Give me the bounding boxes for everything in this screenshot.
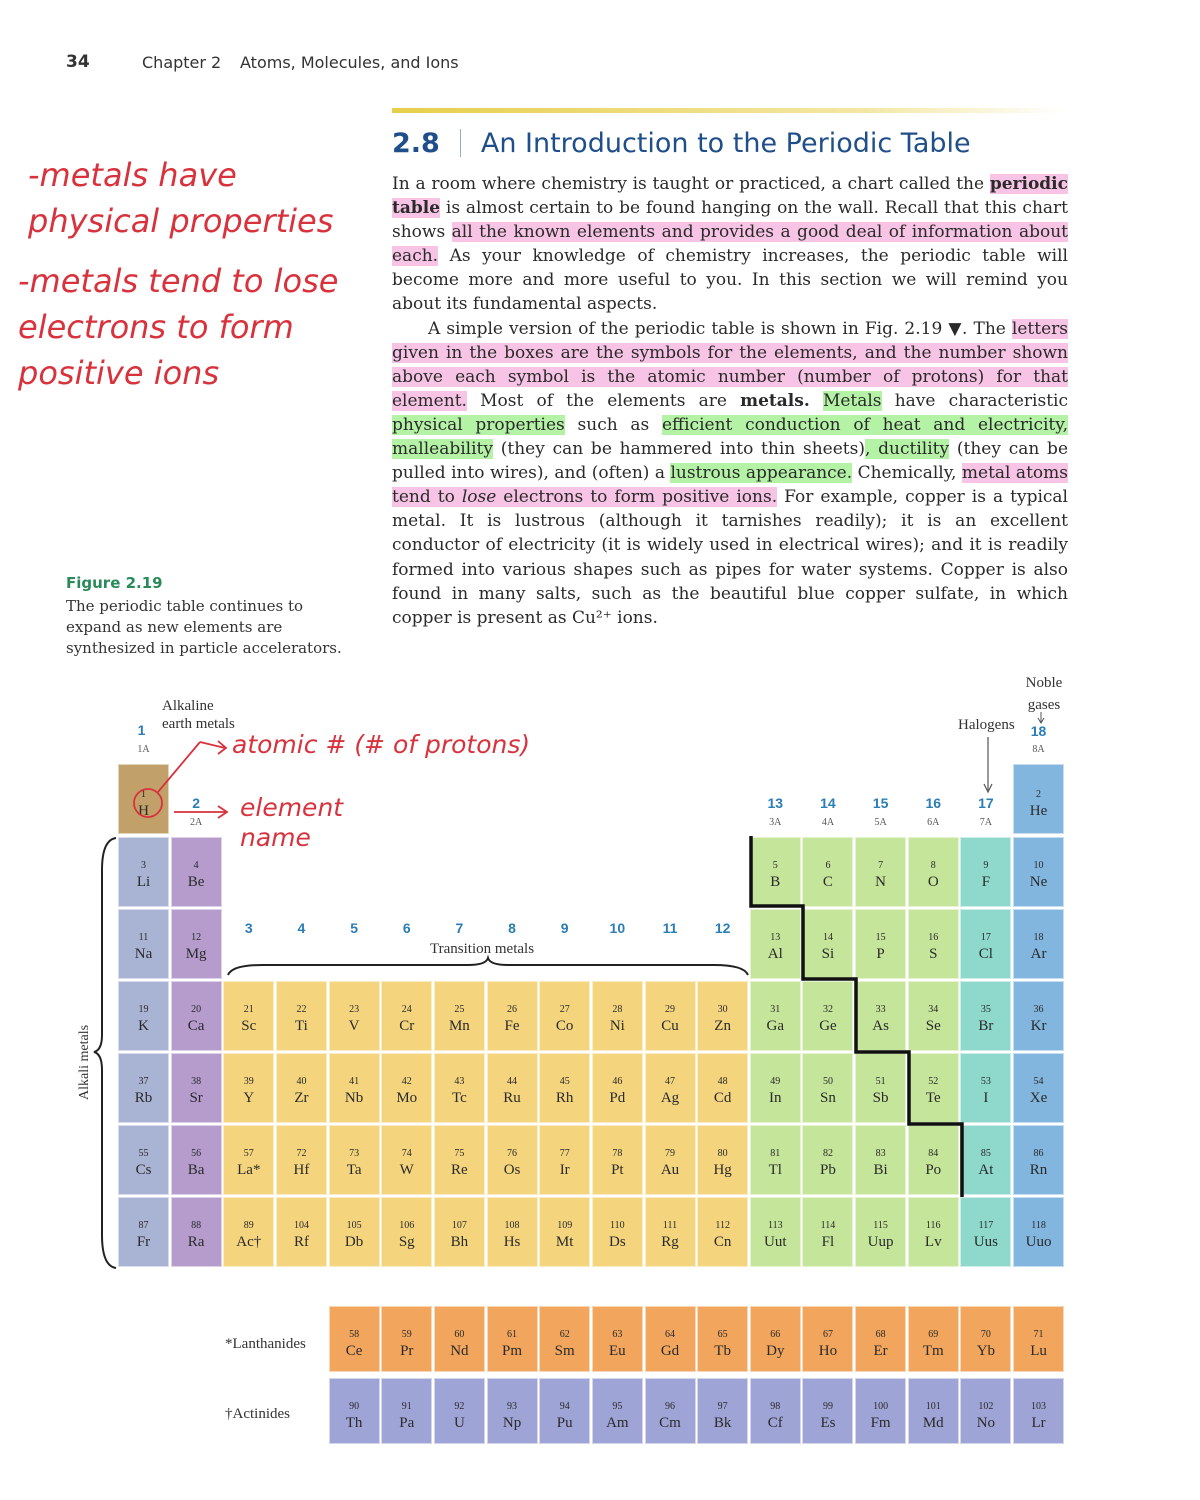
element-symbol: Cl <box>978 946 993 962</box>
atomic-number: 34 <box>928 1004 939 1015</box>
element-symbol: No <box>976 1415 996 1431</box>
atomic-number: 73 <box>349 1148 360 1159</box>
element-symbol: He <box>1029 803 1048 819</box>
section-number: 2.8 <box>392 128 440 159</box>
element-symbol: Pt <box>611 1162 624 1178</box>
group-number: 3 <box>244 920 253 936</box>
atomic-number: 116 <box>925 1220 941 1231</box>
element-symbol: Ga <box>766 1018 785 1034</box>
element-symbol: W <box>399 1162 414 1178</box>
noble-arrow <box>1038 712 1044 723</box>
element-symbol: Sn <box>820 1090 836 1106</box>
atomic-number: 28 <box>612 1004 623 1015</box>
atomic-number: 23 <box>349 1004 360 1015</box>
handwritten-element-name: element name <box>240 793 344 852</box>
label-alkali-metals: Alkali metals <box>77 1024 92 1100</box>
atomic-number: 31 <box>770 1004 781 1015</box>
element-symbol: Na <box>134 946 153 962</box>
element-symbol: Fr <box>136 1234 151 1250</box>
group-number: 13 <box>767 795 784 811</box>
element-symbol: I <box>983 1090 989 1106</box>
handwritten-atomic-number: atomic # (# of protons) <box>232 730 531 759</box>
element-symbol: Ta <box>346 1162 362 1178</box>
atomic-number: 4 <box>193 860 199 871</box>
atomic-number: 67 <box>822 1329 833 1340</box>
atomic-number: 21 <box>243 1004 254 1015</box>
element-symbol: Ru <box>503 1090 521 1106</box>
atomic-number: 8 <box>930 860 936 871</box>
label-alkaline-line1: Alkaline <box>162 698 214 714</box>
element-symbol: Bk <box>713 1415 732 1431</box>
atomic-number: 68 <box>875 1329 886 1340</box>
atomic-number: 40 <box>296 1076 307 1087</box>
atomic-number: 82 <box>822 1148 833 1159</box>
element-symbol: Bi <box>873 1162 888 1178</box>
group-number: 15 <box>872 795 889 811</box>
element-symbol: F <box>981 874 991 890</box>
section-title: An Introduction to the Periodic Table <box>480 128 971 159</box>
element-symbol: P <box>876 946 885 962</box>
element-symbol: Ge <box>819 1018 837 1034</box>
element-symbol: Gd <box>660 1343 680 1359</box>
element-symbol: Ti <box>295 1018 308 1034</box>
element-symbol: Fe <box>504 1018 520 1034</box>
element-symbol: Uut <box>764 1234 787 1250</box>
element-symbol: S <box>929 946 938 962</box>
element-symbol: Ac† <box>236 1234 262 1250</box>
element-symbol: As <box>872 1018 889 1034</box>
group-number: 7 <box>455 920 464 936</box>
atomic-number: 2 <box>1036 789 1042 800</box>
atomic-number: 93 <box>507 1401 518 1412</box>
group-subnumber: 7A <box>979 817 992 828</box>
atomic-number: 42 <box>401 1076 412 1087</box>
atomic-number: 81 <box>770 1148 781 1159</box>
element-symbol: H <box>138 803 149 819</box>
atomic-number: 92 <box>454 1401 465 1412</box>
handwritten-note-metals-lose-electrons: -metals tend to lose electrons to form positive ions <box>18 262 339 392</box>
element-symbol: Co <box>555 1018 574 1034</box>
atomic-number: 14 <box>822 932 833 943</box>
element-symbol: O <box>927 874 939 890</box>
element-symbol: Re <box>451 1162 468 1178</box>
element-symbol: Cd <box>713 1090 732 1106</box>
figure-caption: The periodic table continues to expand as new elements are synthesized in particle accelerators. <box>66 597 342 657</box>
element-symbol: Ra <box>187 1234 205 1250</box>
element-symbol: N <box>875 874 887 890</box>
element-symbol: At <box>978 1162 994 1178</box>
annotation-arrow-atomic <box>200 741 226 754</box>
element-symbol: Au <box>660 1162 680 1178</box>
label-transition-metals: Transition metals <box>430 941 535 957</box>
group-number: 4 <box>297 920 306 936</box>
atomic-number: 19 <box>138 1004 149 1015</box>
element-symbol: Cu <box>661 1018 679 1034</box>
element-symbol: Ho <box>818 1343 838 1359</box>
atomic-number: 72 <box>296 1148 307 1159</box>
element-symbol: Cs <box>135 1162 152 1178</box>
element-symbol: Cf <box>767 1415 783 1431</box>
atomic-number: 70 <box>980 1329 991 1340</box>
atomic-number: 118 <box>1031 1220 1046 1231</box>
group-number: 12 <box>714 920 731 936</box>
label-noble-gases: Noble gases <box>1025 675 1063 713</box>
atomic-number: 112 <box>715 1220 730 1231</box>
element-symbol: U <box>453 1415 465 1431</box>
atomic-number: 9 <box>983 860 989 871</box>
element-symbol: Hg <box>713 1162 732 1178</box>
element-symbol: In <box>769 1090 782 1106</box>
atomic-number: 24 <box>401 1004 412 1015</box>
element-symbol: Lu <box>1030 1343 1047 1359</box>
label-halogens: Halogens <box>958 717 1015 733</box>
element-symbol: Ag <box>660 1090 680 1106</box>
atomic-number: 46 <box>612 1076 623 1087</box>
atomic-number: 101 <box>925 1401 941 1412</box>
atomic-number: 55 <box>138 1148 149 1159</box>
element-symbol: Rf <box>293 1234 309 1250</box>
atomic-number: 76 <box>507 1148 518 1159</box>
atomic-number: 87 <box>138 1220 149 1231</box>
element-symbol: Sm <box>554 1343 575 1359</box>
label-alkaline-earth-metals: earth metals <box>162 716 235 732</box>
atomic-number: 41 <box>349 1076 360 1087</box>
page-number: 34 <box>66 52 90 72</box>
element-symbol: Li <box>136 874 151 890</box>
element-symbol: Uup <box>867 1234 894 1250</box>
atomic-number: 84 <box>928 1148 939 1159</box>
element-symbol: Ca <box>187 1018 205 1034</box>
element-symbol: Uus <box>973 1234 998 1250</box>
atomic-number: 3 <box>141 860 146 871</box>
element-symbol: Be <box>187 874 205 890</box>
atomic-number: 29 <box>665 1004 675 1015</box>
atomic-number: 86 <box>1033 1148 1044 1159</box>
element-symbol: Tm <box>922 1343 944 1359</box>
atomic-number: 89 <box>243 1220 254 1231</box>
atomic-number: 60 <box>454 1329 465 1340</box>
atomic-number: 104 <box>293 1220 309 1231</box>
chapter-title: Atoms, Molecules, and Ions <box>240 53 459 72</box>
atomic-number: 109 <box>557 1220 573 1231</box>
paragraph-2: A simple version of the periodic table is shown in Fig. 2.19 ▼. The letters given in the boxes are the symbols for the elements, and the number shown above each symbol is the atomic number (number of protons) for that element. Most of the elements are metals. Metals have characteristic physical properties such as efficient conduction of heat and electricity, malleability (they can be hammered into thin sheets), ductility (they can be pulled into wires), and (often) a lustrous appearance. Chemically, metal atoms tend to lose electrons to form positive ions. For example, copper is a typical metal. It is lustrous (although it tarnishes readily); it is an excellent conductor of electricity (it is widely used in electrical wires); and it is readily formed into various shapes such as pipes for water systems. Copper is also found in many salts, such as the beautiful blue copper sulfate, in which copper is present as Cu²⁺ ions. <box>392 318 1069 628</box>
group-number: 10 <box>609 920 626 936</box>
element-symbol: Cn <box>713 1234 732 1250</box>
group-subnumber: 1A <box>137 744 150 755</box>
element-symbol: Md <box>922 1415 944 1431</box>
atomic-number: 26 <box>507 1004 518 1015</box>
atomic-number: 99 <box>822 1401 833 1412</box>
element-symbol: Ba <box>187 1162 205 1178</box>
element-symbol: Mt <box>555 1234 574 1250</box>
atomic-number: 32 <box>822 1004 833 1015</box>
atomic-number: 47 <box>665 1076 675 1087</box>
element-symbol: Mo <box>396 1090 418 1106</box>
element-symbol: Kr <box>1030 1018 1047 1034</box>
element-symbol: B <box>770 874 781 890</box>
element-symbol: Cr <box>399 1018 415 1034</box>
atomic-number: 85 <box>980 1148 991 1159</box>
group-number: 9 <box>560 920 569 936</box>
atomic-number: 49 <box>770 1076 781 1087</box>
atomic-number: 96 <box>665 1401 675 1412</box>
atomic-number: 98 <box>770 1401 781 1412</box>
element-symbol: Th <box>345 1415 363 1431</box>
group-number: 16 <box>925 795 942 811</box>
atomic-number: 59 <box>401 1329 412 1340</box>
element-symbol: Fl <box>821 1234 835 1250</box>
element-symbol: Es <box>820 1415 836 1431</box>
group-number: 8 <box>508 920 516 936</box>
atomic-number: 17 <box>980 932 991 943</box>
element-symbol: Tc <box>452 1090 467 1106</box>
atomic-number: 18 <box>1033 932 1044 943</box>
atomic-number: 7 <box>878 860 884 871</box>
atomic-number: 39 <box>243 1076 254 1087</box>
group-number: 1 <box>137 722 146 738</box>
element-symbol: C <box>822 874 833 890</box>
element-symbol: Nb <box>344 1090 364 1106</box>
element-symbol: Sb <box>872 1090 889 1106</box>
element-symbol: Np <box>502 1415 522 1431</box>
atomic-number: 69 <box>928 1329 939 1340</box>
element-symbol: Sr <box>189 1090 203 1106</box>
atomic-number: 97 <box>717 1401 728 1412</box>
atomic-number: 105 <box>346 1220 362 1231</box>
atomic-number: 108 <box>504 1220 520 1231</box>
group-number: 2 <box>192 795 201 811</box>
atomic-number: 48 <box>717 1076 728 1087</box>
element-symbol: Am <box>606 1415 629 1431</box>
element-symbol: Cm <box>659 1415 681 1431</box>
atomic-number: 113 <box>767 1220 783 1231</box>
group-number: 6 <box>402 920 411 936</box>
atomic-number: 54 <box>1033 1076 1044 1087</box>
element-symbol: Tb <box>714 1343 731 1359</box>
element-symbol: Db <box>344 1234 364 1250</box>
atomic-number: 95 <box>612 1401 623 1412</box>
atomic-number: 107 <box>451 1220 467 1231</box>
atomic-number: 106 <box>399 1220 415 1231</box>
annotation-circle <box>134 789 162 817</box>
element-symbol: Pa <box>399 1415 415 1431</box>
group-subnumber: 8A <box>1032 744 1045 755</box>
element-symbol: Ni <box>609 1018 625 1034</box>
element-symbol: Ne <box>1029 874 1048 890</box>
atomic-number: 91 <box>401 1401 412 1412</box>
element-symbol: Ir <box>559 1162 570 1178</box>
atomic-number: 88 <box>191 1220 202 1231</box>
atomic-number: 103 <box>1031 1401 1047 1412</box>
element-symbol: Er <box>873 1343 888 1359</box>
alkali-brace <box>94 838 116 1268</box>
element-symbol: Ce <box>345 1343 363 1359</box>
atomic-number: 13 <box>770 932 781 943</box>
element-symbol: Dy <box>766 1343 785 1359</box>
element-symbol: Ar <box>1030 946 1047 962</box>
element-symbol: Fm <box>870 1415 891 1431</box>
atomic-number: 62 <box>559 1329 570 1340</box>
atomic-number: 74 <box>401 1148 412 1159</box>
element-symbol: Mg <box>185 946 207 962</box>
element-symbol: Rh <box>555 1090 574 1106</box>
atomic-number: 61 <box>507 1329 518 1340</box>
atomic-number: 22 <box>296 1004 307 1015</box>
element-symbol: Sc <box>241 1018 257 1034</box>
atomic-number: 33 <box>875 1004 886 1015</box>
atomic-number: 90 <box>349 1401 360 1412</box>
atomic-number: 6 <box>825 860 831 871</box>
group-number: 14 <box>820 795 836 811</box>
atomic-number: 64 <box>665 1329 675 1340</box>
metalloid-line <box>751 836 962 1197</box>
element-symbol: Xe <box>1029 1090 1048 1106</box>
atomic-number: 45 <box>559 1076 570 1087</box>
element-symbol: Zr <box>294 1090 309 1106</box>
element-symbol: Rg <box>661 1234 679 1250</box>
atomic-number: 66 <box>770 1329 781 1340</box>
group-subnumber: 2A <box>190 817 203 828</box>
chapter-label: Chapter 2 <box>142 53 222 72</box>
element-symbol: Eu <box>609 1343 626 1359</box>
atomic-number: 53 <box>980 1076 991 1087</box>
atomic-number: 65 <box>717 1329 728 1340</box>
element-symbol: Bh <box>450 1234 469 1250</box>
element-symbol: Tl <box>768 1162 782 1178</box>
atomic-number: 37 <box>138 1076 149 1087</box>
group-number: 5 <box>350 920 358 936</box>
group-subnumber: 4A <box>821 817 835 828</box>
atomic-number: 43 <box>454 1076 465 1087</box>
handwritten-note-metals-properties: -metals have physical properties <box>28 156 334 240</box>
atomic-number: 111 <box>662 1220 678 1231</box>
atomic-number: 15 <box>875 932 886 943</box>
atomic-number: 63 <box>612 1329 623 1340</box>
element-symbol: V <box>348 1018 360 1034</box>
group-subnumber: 5A <box>874 817 887 828</box>
atomic-number: 51 <box>875 1076 886 1087</box>
atomic-number: 10 <box>1033 860 1044 871</box>
atomic-number: 50 <box>822 1076 833 1087</box>
transition-brace <box>228 958 748 975</box>
paragraph-1: In a room where chemistry is taught or practiced, a chart called the periodic table is almost certain to be found hanging on the wall. Recall that this chart shows all the known elements and provides a good deal of information about each. As your knowledge of chemistry increases, the periodic table will become more and more useful to you. In this section we will remind you about its fundamental aspects. <box>392 174 1068 315</box>
atomic-number: 57 <box>243 1148 254 1159</box>
atomic-number: 52 <box>928 1076 939 1087</box>
atomic-number: 58 <box>349 1329 360 1340</box>
element-symbol: Pr <box>400 1343 414 1359</box>
element-symbol: Uuo <box>1025 1234 1052 1250</box>
element-symbol: Br <box>978 1018 994 1034</box>
element-symbol: Al <box>767 946 783 962</box>
element-symbol: Sg <box>398 1234 415 1250</box>
element-symbol: Rb <box>134 1090 153 1106</box>
group-number: 17 <box>978 795 994 811</box>
atomic-number: 20 <box>191 1004 202 1015</box>
atomic-number: 115 <box>873 1220 888 1231</box>
element-symbol: Mn <box>448 1018 470 1034</box>
group-subnumber: 3A <box>769 817 782 828</box>
atomic-number: 117 <box>978 1220 994 1231</box>
atomic-number: 71 <box>1033 1329 1044 1340</box>
atomic-number: 79 <box>665 1148 675 1159</box>
element-symbol: Zn <box>714 1018 731 1034</box>
label-lanthanides: *Lanthanides <box>225 1336 306 1352</box>
element-symbol: Se <box>925 1018 941 1034</box>
group-subnumber: 6A <box>927 817 940 828</box>
figure-label: Figure 2.19 <box>66 574 163 592</box>
atomic-number: 30 <box>717 1004 728 1015</box>
atomic-number: 56 <box>191 1148 202 1159</box>
element-symbol: Si <box>821 946 835 962</box>
atomic-number: 16 <box>928 932 939 943</box>
element-symbol: Te <box>925 1090 941 1106</box>
atomic-number: 78 <box>612 1148 623 1159</box>
atomic-number: 100 <box>873 1401 889 1412</box>
atomic-number: 36 <box>1033 1004 1044 1015</box>
element-symbol: Rn <box>1029 1162 1048 1178</box>
atomic-number: 12 <box>191 932 202 943</box>
atomic-number: 44 <box>507 1076 518 1087</box>
element-symbol: Pb <box>820 1162 836 1178</box>
atomic-number: 75 <box>454 1148 465 1159</box>
element-symbol: Po <box>925 1162 942 1178</box>
annotation-arrow-element <box>174 806 227 818</box>
element-symbol: Yb <box>976 1343 996 1359</box>
element-symbol: Y <box>243 1090 255 1106</box>
element-symbol: Hf <box>293 1162 310 1178</box>
element-symbol: Pm <box>502 1343 523 1359</box>
element-symbol: La* <box>237 1162 261 1178</box>
group-number: 18 <box>1030 723 1047 739</box>
atomic-number: 11 <box>138 932 149 943</box>
atomic-number: 94 <box>559 1401 570 1412</box>
atomic-number: 38 <box>191 1076 202 1087</box>
element-symbol: Nd <box>450 1343 469 1359</box>
atomic-number: 5 <box>772 860 778 871</box>
atomic-number: 1 <box>141 789 146 800</box>
group-number: 11 <box>662 920 678 936</box>
element-symbol: Hs <box>503 1234 521 1250</box>
atomic-number: 25 <box>454 1004 465 1015</box>
atomic-number: 27 <box>559 1004 570 1015</box>
element-symbol: Pd <box>609 1090 626 1106</box>
element-symbol: Os <box>503 1162 521 1178</box>
atomic-number: 114 <box>820 1220 836 1231</box>
element-symbol: Pu <box>556 1415 573 1431</box>
element-symbol: Ds <box>609 1234 626 1250</box>
element-symbol: Lv <box>924 1234 942 1250</box>
atomic-number: 102 <box>978 1401 994 1412</box>
atomic-number: 110 <box>610 1220 625 1231</box>
atomic-number: 77 <box>559 1148 570 1159</box>
atomic-number: 35 <box>980 1004 991 1015</box>
atomic-number: 83 <box>875 1148 886 1159</box>
label-actinides: †Actinides <box>225 1406 290 1422</box>
element-symbol: K <box>138 1018 149 1034</box>
atomic-number: 80 <box>717 1148 728 1159</box>
element-symbol: Lr <box>1031 1415 1046 1431</box>
